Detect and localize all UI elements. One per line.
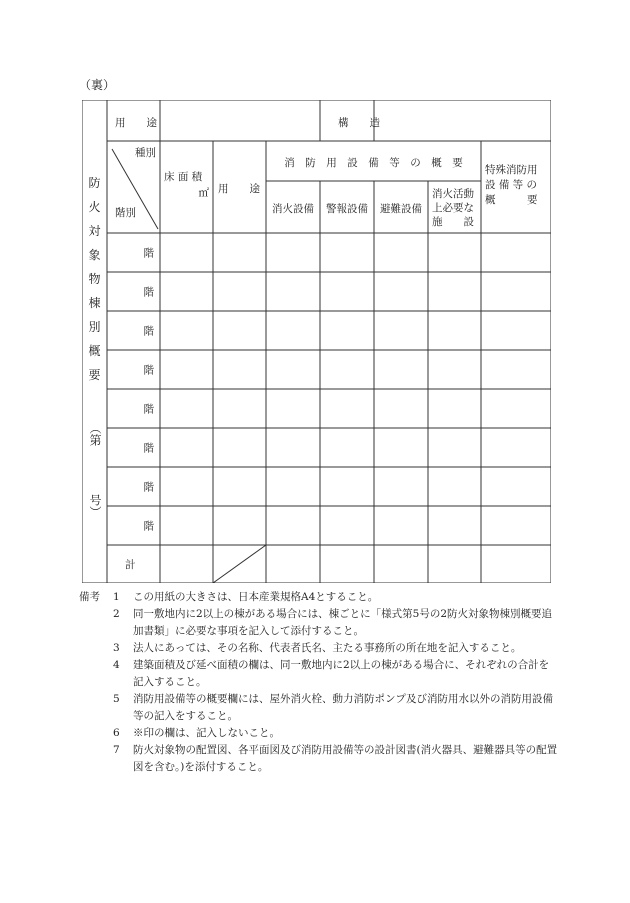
note-item	[79, 657, 559, 691]
table-text	[115, 116, 538, 571]
vertical-title-char: 火	[88, 200, 101, 214]
note-text: 消防用設備等の概要欄には、屋外消火栓、動力消防ポンプ及び消防用水以外の消防用設備等の記入をすること。	[133, 693, 553, 722]
note-item	[79, 725, 559, 742]
label-kouzou: 構 造	[338, 117, 380, 129]
label-youto-col: 用 途	[218, 183, 260, 195]
note-number: 7	[113, 744, 120, 756]
vertical-title-char: 要	[88, 368, 101, 382]
note-number: 6	[113, 727, 120, 739]
table-grid	[82, 100, 551, 583]
vertical-title	[82, 100, 107, 583]
total-label: 計	[125, 559, 136, 571]
label-katsudou-2: 上必要な	[432, 202, 474, 214]
label-unit: ㎡	[198, 187, 209, 199]
floor-label: 階	[143, 481, 154, 494]
label-katsudou-3: 施 設	[432, 216, 474, 228]
diagonal-line	[213, 545, 266, 583]
floor-label: 階	[143, 286, 154, 299]
floor-label: 階	[143, 247, 154, 260]
vertical-title-char: 号）	[88, 494, 102, 518]
vertical-title-char: （第	[88, 422, 102, 446]
note-number: 5	[113, 693, 120, 705]
note-item	[79, 640, 559, 657]
floor-label: 階	[143, 520, 154, 533]
label-keihou: 警報設備	[326, 203, 368, 215]
vertical-title-char: 別	[88, 320, 101, 334]
label-katsudou-1: 消火活動	[432, 188, 474, 200]
note-text: ※印の欄は、記入しないこと。	[133, 727, 280, 739]
note-number: 1	[113, 591, 120, 603]
label-kaibetsu: 階別	[115, 207, 136, 219]
label-shubetsu: 種別	[135, 147, 156, 159]
vertical-title-char: 象	[88, 248, 101, 262]
vertical-title-char: 概	[88, 344, 101, 358]
vertical-title-char: 対	[88, 224, 101, 238]
notes-head: 備考	[79, 591, 100, 603]
floor-label: 階	[143, 403, 154, 416]
note-item	[79, 589, 559, 606]
label-tokushu-2: 設 備 等 の	[485, 179, 538, 191]
vertical-title-char: 棟	[88, 296, 101, 310]
label-shouka: 消火設備	[272, 203, 314, 215]
note-item	[79, 742, 559, 776]
floor-label: 階	[143, 442, 154, 455]
note-text: 同一敷地内に2以上の棟がある場合には、棟ごとに「様式第5号の2防火対象物棟別概要追加書類」に必要な事項を記入して添付すること。	[133, 608, 553, 637]
note-item	[79, 606, 559, 640]
note-number: 2	[113, 608, 120, 620]
label-tokushu-3: 概 要	[485, 194, 538, 206]
note-text: 法人にあっては、その名称、代表者氏名、主たる事務所の所在地を記入すること。	[133, 642, 522, 654]
floor-label: 階	[143, 325, 154, 338]
label-gaiyou: 消 防 用 設 備 等 の 概 要	[284, 157, 463, 169]
note-text: 建築面積及び延べ面積の欄は、同一敷地内に2以上の棟がある場合に、それぞれの合計を記入すること。	[133, 659, 550, 688]
notes-section	[79, 589, 559, 776]
form-table	[82, 100, 551, 583]
note-number: 4	[113, 659, 120, 671]
vertical-title-char: 防	[88, 176, 101, 190]
page-label: （裏）	[79, 78, 116, 92]
floor-label: 階	[143, 364, 154, 377]
note-item	[79, 691, 559, 725]
note-text: この用紙の大きさは、日本産業規格A4とすること。	[133, 591, 379, 603]
label-youto: 用 途	[115, 117, 157, 129]
vertical-title-char: 物	[88, 272, 101, 286]
note-number: 3	[113, 642, 120, 654]
label-tokushu-1: 特殊消防用	[485, 164, 538, 176]
label-hinan: 避難設備	[380, 203, 422, 215]
note-text: 防火対象物の配置図、各平面図及び消防用設備等の設計図書(消火器具、避難器具等の配置図を含む。)を添付すること。	[133, 744, 558, 773]
label-yuka-menseki: 床 面 積	[164, 171, 203, 183]
